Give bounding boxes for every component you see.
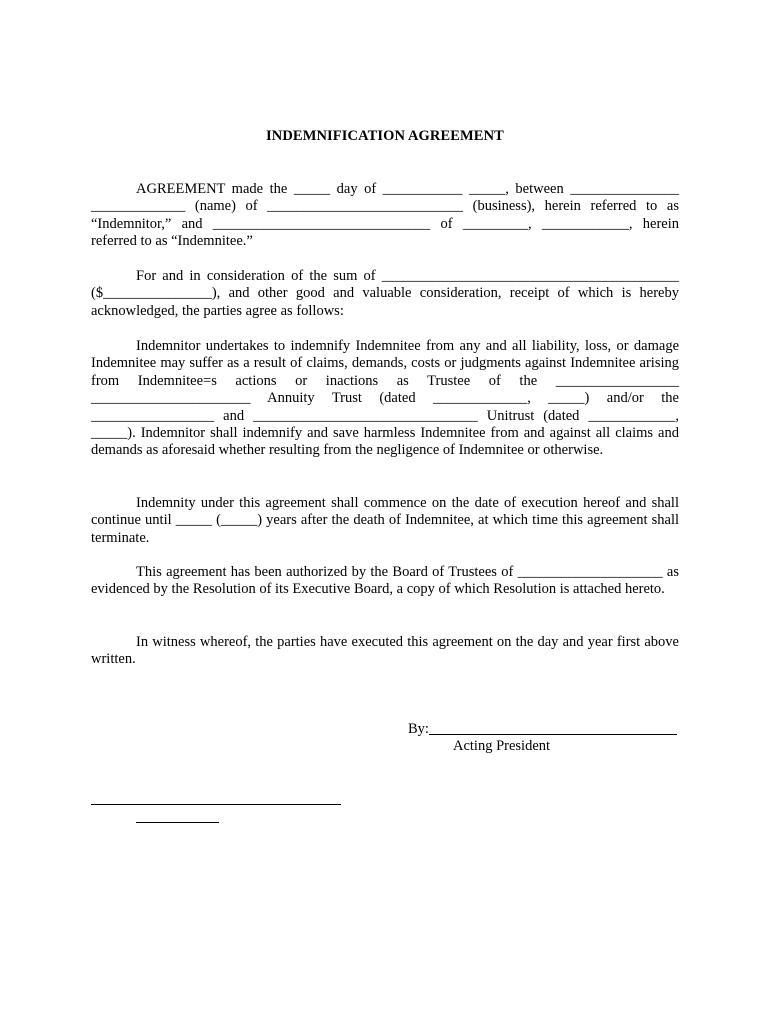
- signature-line-short: [136, 822, 219, 823]
- paragraph-consideration: For and in consideration of the sum of _________________________________________ ($_______________), and other good and valuable consideration, receipt of which is hereby acknowledged, the parties agree as follows:: [91, 268, 679, 319]
- document-title: INDEMNIFICATION AGREEMENT: [266, 128, 504, 144]
- paragraph-parties: AGREEMENT made the _____ day of ___________ _____, between _______________ _____________ (name) of ___________________________ (business), herein referred to as “Indemnitor,” and ______________________________ of _________, ____________, herein referred to as “Indemnitee.”: [91, 181, 679, 250]
- paragraph-term: Indemnity under this agreement shall commence on the date of execution hereof and shall continue until _____ (_____) years after the death of Indemnitee, at which time this agreement shall terminate.: [91, 495, 679, 546]
- paragraph-witness: In witness whereof, the parties have executed this agreement on the day and year first above written.: [91, 634, 679, 668]
- signature-line-president: [429, 720, 677, 735]
- paragraph-authorization: This agreement has been authorized by the Board of Trustees of ____________________ as evidenced by the Resolution of its Executive Board, a copy of which Resolution is attached hereto.: [91, 564, 679, 598]
- by-label: By:: [408, 721, 429, 737]
- paragraph-indemnity-undertaking: Indemnitor undertakes to indemnify Indemnitee from any and all liability, loss, or damage Indemnitee may suffer as a result of claims, demands, costs or judgments against Indemnitee arising from Indemnitee=s actions or inactions as Trustee of the _________________ ______________________ Annuity Trust (dated _____________, _____) and/or the _________________ and _______________________________ Unitrust (dated ____________, _____). Indemnitor shall indemnify and save harmless Indemnitee from and against all claims and demands as aforesaid whether resulting from the negligence of Indemnitee or otherwise.: [91, 338, 679, 459]
- signature-line-secondary: [91, 804, 341, 805]
- signature-role: Acting President: [453, 738, 551, 754]
- signature-by: [408, 720, 677, 738]
